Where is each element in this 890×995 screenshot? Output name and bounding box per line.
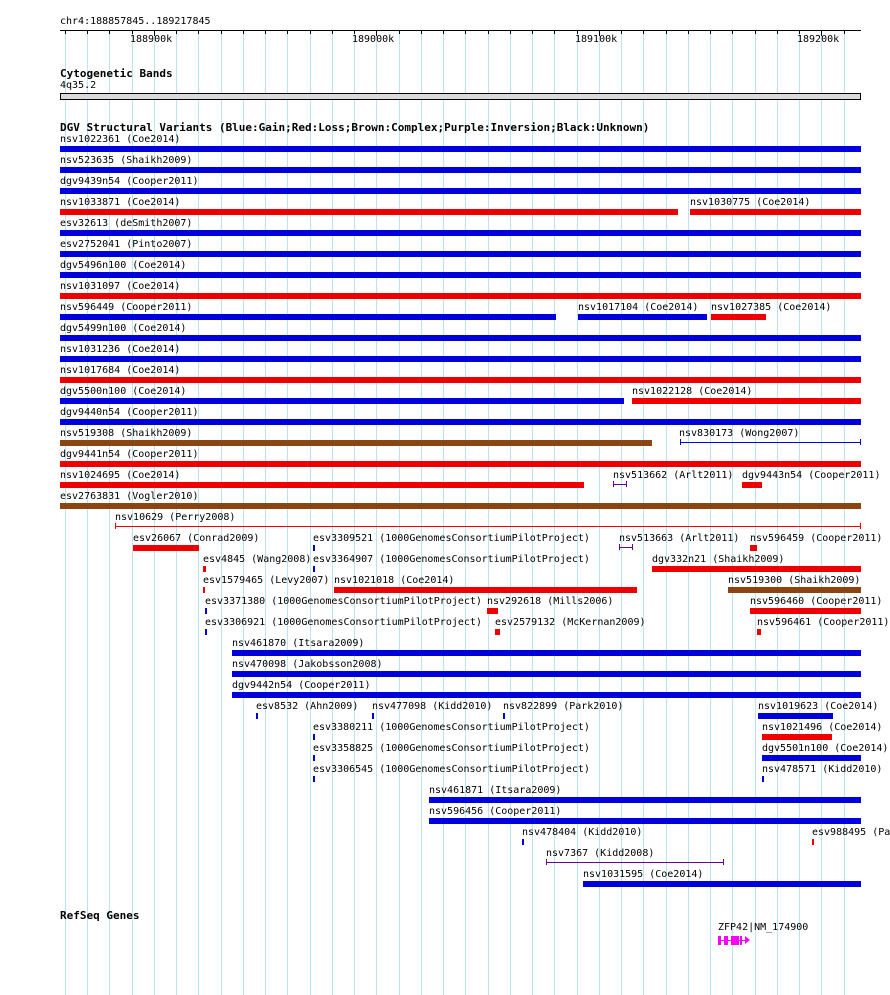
dgv-feature-bar[interactable] — [583, 881, 861, 887]
dgv-feature-bar[interactable] — [256, 713, 258, 719]
dgv-feature-label[interactable]: esv2763831 (Vogler2010) — [60, 491, 199, 502]
dgv-feature-label[interactable]: dgv5499n100 (Coe2014) — [60, 323, 187, 334]
dgv-feature-bar[interactable] — [60, 188, 861, 194]
dgv-feature-label[interactable]: dgv5496n100 (Coe2014) — [60, 260, 187, 271]
dgv-track-title: DGV Structural Variants (Blue:Gain;Red:Loss;Brown:Complex;Purple:Inversion;Black:Unknown) — [60, 121, 650, 134]
dgv-feature-label[interactable]: nsv822899 (Park2010) — [503, 701, 624, 712]
dgv-feature-label[interactable]: nsv1021018 (Coe2014) — [334, 575, 455, 586]
dgv-feature-label[interactable]: nsv1022361 (Coe2014) — [60, 134, 181, 145]
dgv-feature-bar[interactable] — [232, 650, 861, 656]
cyto-band-bar[interactable] — [60, 93, 861, 100]
ruler-tick — [488, 30, 489, 34]
dgv-feature-bar[interactable] — [60, 503, 861, 509]
dgv-feature-end — [626, 481, 627, 487]
ruler-tick — [710, 30, 711, 34]
ruler-label: 189000k — [352, 34, 395, 45]
dgv-feature-label[interactable]: nsv519308 (Shaikh2009) — [60, 428, 193, 439]
ruler-label: 188900k — [130, 34, 173, 45]
dgv-feature-label[interactable]: nsv1017684 (Coe2014) — [60, 365, 181, 376]
grid-line — [376, 30, 377, 995]
dgv-feature-end — [619, 544, 620, 550]
dgv-feature-bar[interactable] — [757, 629, 761, 635]
dgv-feature-bar[interactable] — [578, 314, 707, 320]
ruler-tick — [198, 30, 199, 34]
dgv-feature-bar[interactable] — [429, 797, 861, 803]
dgv-feature-label[interactable]: esv3358825 (1000GenomesConsortiumPilotProject) — [313, 743, 590, 754]
dgv-feature-label[interactable]: nsv1033871 (Coe2014) — [60, 197, 181, 208]
gene-exon[interactable] — [724, 936, 728, 945]
dgv-feature-bar[interactable] — [313, 566, 315, 572]
dgv-feature-label[interactable]: esv8532 (Ahn2009) — [256, 701, 359, 712]
dgv-feature-label[interactable]: nsv470098 (Jakobsson2008) — [232, 659, 383, 670]
dgv-feature-end — [613, 481, 614, 487]
dgv-feature-label[interactable]: esv32613 (deSmith2007) — [60, 218, 193, 229]
gene-exon[interactable] — [718, 936, 721, 945]
dgv-feature-end — [860, 523, 861, 529]
dgv-feature-bar[interactable] — [60, 440, 652, 446]
grid-line — [87, 30, 88, 995]
ruler-tick — [643, 30, 644, 34]
grid-line — [354, 30, 355, 995]
dgv-feature-bar[interactable] — [690, 209, 861, 215]
dgv-feature-bar[interactable] — [632, 398, 861, 404]
dgv-feature-bar[interactable] — [522, 839, 524, 845]
dgv-feature-bar[interactable] — [750, 545, 757, 551]
grid-line — [777, 30, 778, 995]
gene-exon[interactable] — [740, 936, 742, 945]
dgv-feature-bar[interactable] — [60, 146, 861, 152]
ruler-tick — [465, 30, 466, 34]
grid-line — [532, 30, 533, 995]
dgv-feature-label[interactable]: nsv596459 (Cooper2011) — [750, 533, 883, 544]
dgv-feature-line[interactable] — [613, 484, 627, 485]
dgv-feature-bar[interactable] — [812, 839, 814, 845]
ruler-tick — [65, 30, 66, 34]
dgv-feature-label[interactable]: nsv1021496 (Coe2014) — [762, 722, 883, 733]
dgv-feature-bar[interactable] — [203, 566, 206, 572]
dgv-feature-bar[interactable] — [60, 482, 584, 488]
dgv-feature-label[interactable]: esv988495 (Pa — [812, 827, 890, 838]
dgv-feature-bar[interactable] — [232, 671, 861, 677]
ruler-tick — [265, 30, 266, 34]
dgv-feature-bar[interactable] — [60, 356, 861, 362]
dgv-feature-bar[interactable] — [313, 734, 315, 740]
dgv-feature-bar[interactable] — [60, 209, 678, 215]
dgv-feature-label[interactable]: nsv513663 (Arlt2011) — [619, 533, 740, 544]
grid-line — [421, 30, 422, 995]
refseq-track-title: RefSeq Genes — [60, 909, 140, 922]
ruler-tick — [554, 30, 555, 34]
grid-line — [755, 30, 756, 995]
dgv-feature-label[interactable]: dgv9441n54 (Cooper2011) — [60, 449, 199, 460]
dgv-feature-bar[interactable] — [334, 587, 637, 593]
grid-line — [799, 30, 800, 995]
dgv-feature-bar[interactable] — [60, 377, 861, 383]
dgv-feature-label[interactable]: nsv596449 (Cooper2011) — [60, 302, 193, 313]
ruler-tick — [532, 30, 533, 34]
dgv-feature-label[interactable]: nsv292618 (Mills2006) — [487, 596, 614, 607]
dgv-feature-label[interactable]: nsv596456 (Cooper2011) — [429, 806, 562, 817]
dgv-feature-label[interactable]: dgv9439n54 (Cooper2011) — [60, 176, 199, 187]
cyto-track-title: Cytogenetic Bands — [60, 67, 173, 80]
dgv-feature-label[interactable]: nsv596460 (Cooper2011) — [750, 596, 883, 607]
strand-arrow-icon — [745, 936, 750, 944]
grid-line — [399, 30, 400, 995]
grid-line — [287, 30, 288, 995]
grid-line — [510, 30, 511, 995]
dgv-feature-bar[interactable] — [60, 398, 624, 404]
dgv-feature-line[interactable] — [680, 442, 861, 443]
dgv-feature-bar[interactable] — [232, 692, 861, 698]
dgv-feature-label[interactable]: dgv5500n100 (Coe2014) — [60, 386, 187, 397]
grid-line — [265, 30, 266, 995]
dgv-feature-label[interactable]: esv1579465 (Levy2007) — [203, 575, 330, 586]
grid-line — [488, 30, 489, 995]
refseq-gene-label[interactable]: ZFP42|NM_174900 — [718, 922, 809, 933]
dgv-feature-label[interactable]: nsv523635 (Shaikh2009) — [60, 155, 193, 166]
ruler-tick — [688, 30, 689, 34]
dgv-feature-end — [723, 859, 724, 865]
grid-line — [109, 30, 110, 995]
dgv-feature-bar[interactable] — [203, 587, 205, 593]
dgv-feature-bar[interactable] — [503, 713, 505, 719]
dgv-feature-label[interactable]: nsv1022128 (Coe2014) — [632, 386, 753, 397]
ruler-tick — [844, 30, 845, 34]
ruler-label: 189100k — [575, 34, 618, 45]
dgv-feature-bar[interactable] — [60, 419, 861, 425]
cyto-band-label: 4q35.2 — [60, 80, 97, 91]
dgv-feature-label[interactable]: esv3309521 (1000GenomesConsortiumPilotProject) — [313, 533, 590, 544]
ruler-tick — [621, 30, 622, 34]
gene-exon[interactable] — [731, 936, 739, 945]
dgv-feature-bar[interactable] — [762, 776, 764, 782]
grid-line — [332, 30, 333, 995]
dgv-feature-bar[interactable] — [372, 713, 374, 719]
dgv-feature-label[interactable]: nsv1030775 (Coe2014) — [690, 197, 811, 208]
grid-line — [65, 30, 66, 995]
grid-line — [821, 30, 822, 995]
dgv-feature-label[interactable]: nsv1027385 (Coe2014) — [711, 302, 832, 313]
dgv-feature-bar[interactable] — [487, 608, 498, 614]
ruler-label: 189200k — [797, 34, 840, 45]
dgv-feature-bar[interactable] — [60, 272, 861, 278]
ruler-tick — [777, 30, 778, 34]
dgv-feature-bar[interactable] — [205, 608, 207, 614]
dgv-feature-bar[interactable] — [60, 167, 861, 173]
dgv-feature-label[interactable]: nsv7367 (Kidd2008) — [546, 848, 655, 859]
dgv-feature-bar[interactable] — [313, 545, 315, 551]
dgv-feature-bar[interactable] — [60, 335, 861, 341]
ruler-tick — [666, 30, 667, 34]
dgv-feature-label[interactable]: dgv332n21 (Shaikh2009) — [652, 554, 785, 565]
ruler-tick — [732, 30, 733, 34]
grid-line — [732, 30, 733, 995]
dgv-feature-label[interactable]: nsv478404 (Kidd2010) — [522, 827, 643, 838]
dgv-feature-label[interactable]: esv3306921 (1000GenomesConsortiumPilotProject) — [205, 617, 482, 628]
dgv-feature-end — [546, 859, 547, 865]
dgv-feature-label[interactable]: esv3364907 (1000GenomesConsortiumPilotProject) — [313, 554, 590, 565]
ruler-tick — [310, 30, 311, 34]
ruler-tick — [399, 30, 400, 34]
dgv-feature-label[interactable]: nsv478571 (Kidd2010) — [762, 764, 883, 775]
dgv-feature-label[interactable]: esv4845 (Wang2008) — [203, 554, 312, 565]
dgv-feature-bar[interactable] — [60, 314, 556, 320]
grid-line — [243, 30, 244, 995]
dgv-feature-bar[interactable] — [495, 629, 500, 635]
dgv-feature-label[interactable]: nsv477098 (Kidd2010) — [372, 701, 493, 712]
dgv-feature-end — [680, 439, 681, 445]
locus-label: chr4:188857845..189217845 — [60, 16, 211, 27]
dgv-feature-label[interactable]: nsv1031595 (Coe2014) — [583, 869, 704, 880]
dgv-feature-bar[interactable] — [60, 461, 861, 467]
dgv-feature-bar[interactable] — [750, 608, 861, 614]
dgv-feature-bar[interactable] — [133, 545, 199, 551]
dgv-feature-label[interactable]: dgv9442n54 (Cooper2011) — [232, 680, 371, 691]
dgv-feature-bar[interactable] — [313, 776, 315, 782]
dgv-feature-bar[interactable] — [711, 314, 766, 320]
dgv-feature-label[interactable]: dgv9443n54 (Cooper2011) — [742, 470, 881, 481]
dgv-feature-label[interactable]: esv3380211 (1000GenomesConsortiumPilotProject) — [313, 722, 590, 733]
dgv-feature-bar[interactable] — [60, 230, 861, 236]
grid-line — [465, 30, 466, 995]
dgv-feature-label[interactable]: nsv461871 (Itsara2009) — [429, 785, 562, 796]
dgv-feature-bar[interactable] — [762, 755, 861, 761]
dgv-feature-label[interactable]: esv3371380 (1000GenomesConsortiumPilotProject) — [205, 596, 482, 607]
dgv-feature-label[interactable]: nsv830173 (Wong2007) — [679, 428, 800, 439]
dgv-feature-label[interactable]: esv2752041 (Pinto2007) — [60, 239, 193, 250]
grid-line — [443, 30, 444, 995]
ruler-tick — [221, 30, 222, 34]
dgv-feature-end — [115, 523, 116, 529]
dgv-feature-end — [860, 439, 861, 445]
dgv-feature-label[interactable]: nsv461870 (Itsara2009) — [232, 638, 365, 649]
dgv-feature-label[interactable]: dgv5501n100 (Coe2014) — [762, 743, 889, 754]
dgv-feature-line[interactable] — [619, 547, 633, 548]
dgv-feature-bar[interactable] — [652, 566, 861, 572]
grid-line — [688, 30, 689, 995]
dgv-feature-bar[interactable] — [205, 629, 207, 635]
ruler-tick — [332, 30, 333, 34]
ruler-tick — [287, 30, 288, 34]
dgv-feature-label[interactable]: esv3306545 (1000GenomesConsortiumPilotProject) — [313, 764, 590, 775]
dgv-feature-bar[interactable] — [758, 713, 833, 719]
dgv-feature-bar[interactable] — [742, 482, 762, 488]
ruler-tick — [176, 30, 177, 34]
dgv-feature-bar[interactable] — [60, 251, 861, 257]
dgv-feature-label[interactable]: nsv1031097 (Coe2014) — [60, 281, 181, 292]
dgv-feature-line[interactable] — [546, 862, 724, 863]
dgv-feature-bar[interactable] — [762, 734, 832, 740]
ruler-tick — [755, 30, 756, 34]
ruler-tick — [510, 30, 511, 34]
ruler-axis — [60, 30, 861, 31]
dgv-feature-end — [632, 544, 633, 550]
dgv-feature-label[interactable]: dgv9440n54 (Cooper2011) — [60, 407, 199, 418]
ruler-tick — [421, 30, 422, 34]
ruler-tick — [109, 30, 110, 34]
ruler-tick — [443, 30, 444, 34]
grid-line — [844, 30, 845, 995]
dgv-feature-label[interactable]: esv2579132 (McKernan2009) — [495, 617, 646, 628]
ruler-tick — [87, 30, 88, 34]
grid-line — [666, 30, 667, 995]
dgv-feature-label[interactable]: nsv1031236 (Coe2014) — [60, 344, 181, 355]
dgv-feature-label[interactable]: nsv1017104 (Coe2014) — [578, 302, 699, 313]
dgv-feature-label[interactable]: nsv10629 (Perry2008) — [115, 512, 236, 523]
dgv-feature-bar[interactable] — [728, 587, 861, 593]
dgv-feature-label[interactable]: nsv1024695 (Coe2014) — [60, 470, 181, 481]
dgv-feature-label[interactable]: nsv513662 (Arlt2011) — [613, 470, 734, 481]
ruler-tick — [243, 30, 244, 34]
dgv-feature-bar[interactable] — [60, 293, 861, 299]
dgv-feature-bar[interactable] — [429, 818, 861, 824]
dgv-feature-label[interactable]: nsv1019623 (Coe2014) — [758, 701, 879, 712]
dgv-feature-label[interactable]: nsv519300 (Shaikh2009) — [728, 575, 861, 586]
dgv-feature-bar[interactable] — [313, 755, 315, 761]
grid-line — [710, 30, 711, 995]
dgv-feature-label[interactable]: nsv596461 (Cooper2011) — [757, 617, 890, 628]
dgv-feature-label[interactable]: esv26067 (Conrad2009) — [133, 533, 260, 544]
grid-line — [310, 30, 311, 995]
dgv-feature-line[interactable] — [115, 526, 861, 527]
